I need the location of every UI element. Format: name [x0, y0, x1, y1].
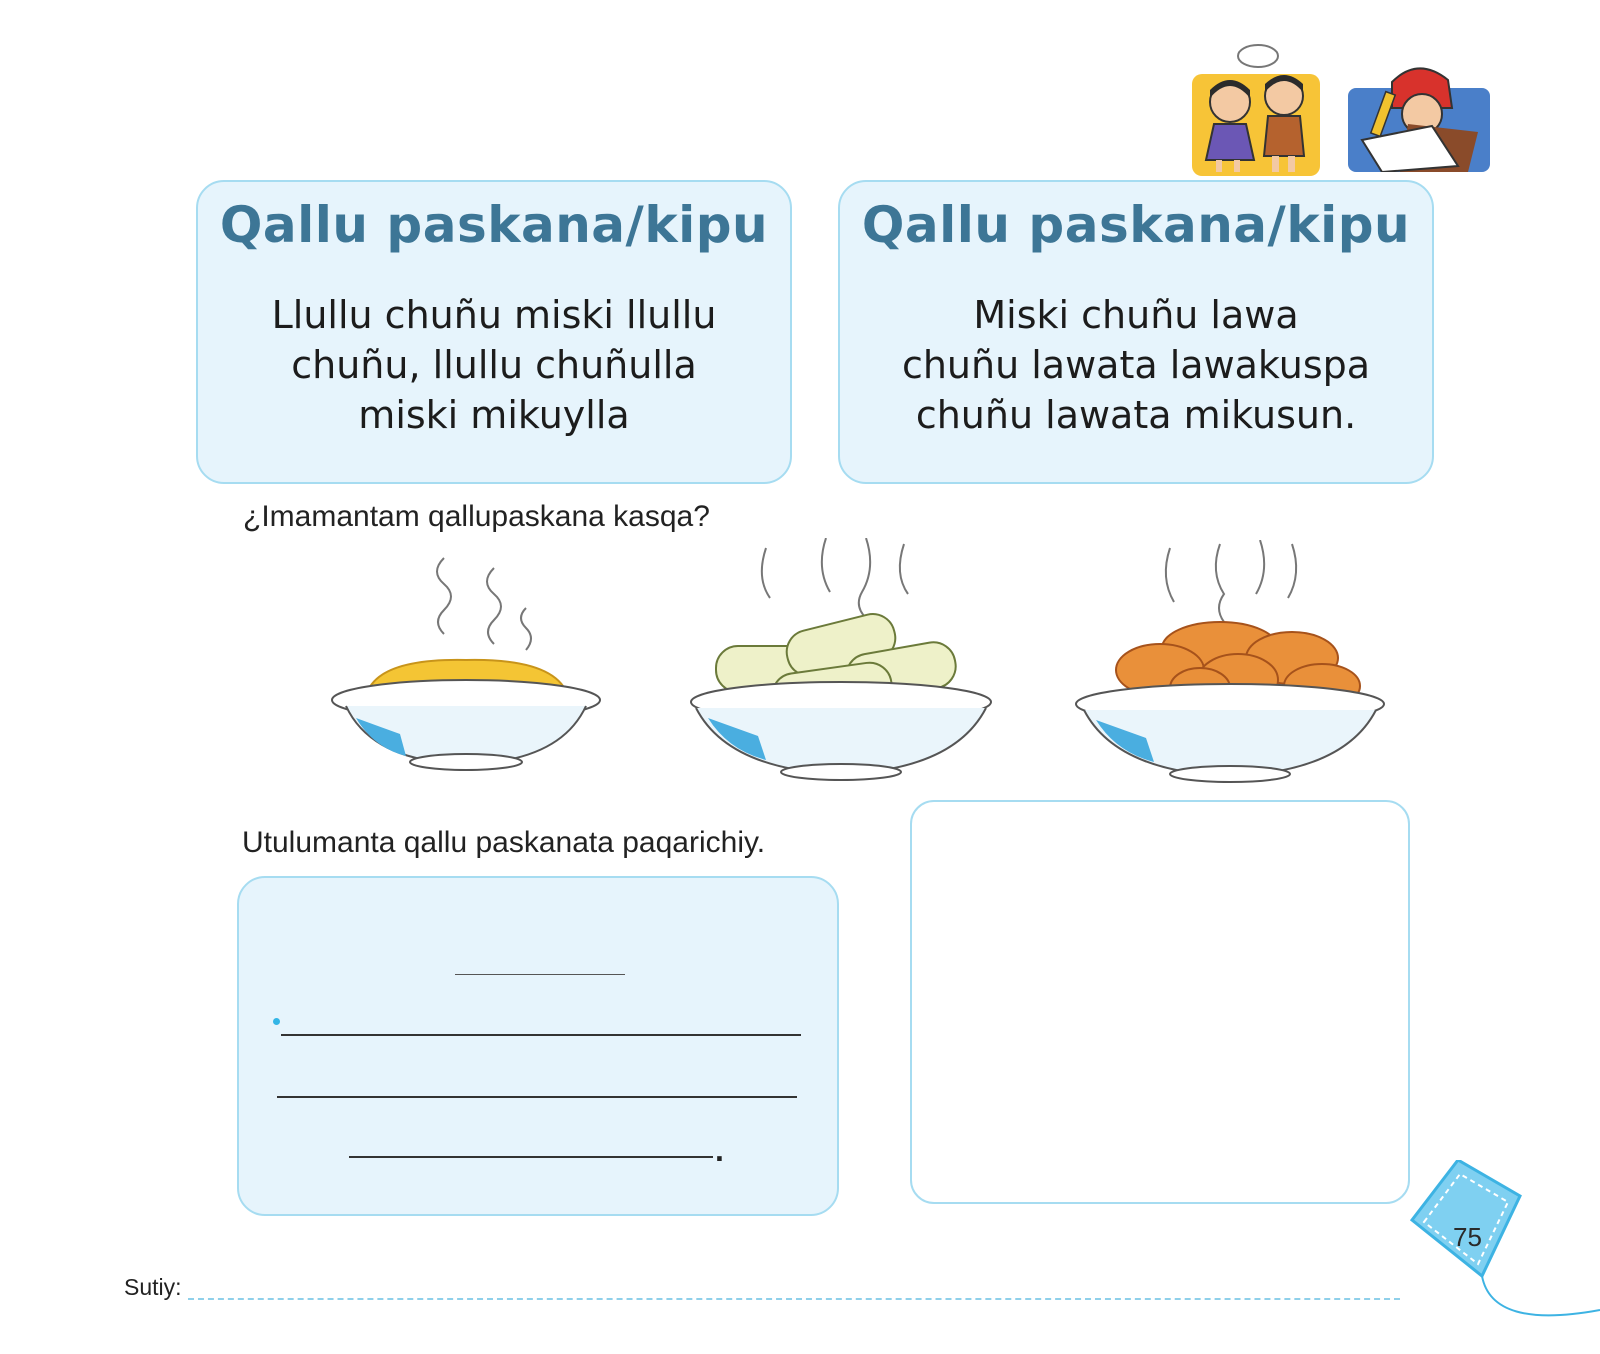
riddle-line: Miski chuñu lawa — [973, 293, 1299, 337]
page-number: 75 — [1453, 1222, 1482, 1252]
riddle-line: chuñu, llullu chuñulla — [291, 343, 697, 387]
write-line[interactable] — [281, 1034, 801, 1036]
bowl-corn-cobs-image — [676, 538, 1006, 800]
title-write-line[interactable] — [455, 974, 625, 975]
riddle-card — [196, 180, 792, 484]
children-talking-icon — [1192, 44, 1320, 176]
bowl-mashed-food-image — [316, 548, 616, 798]
write-line[interactable] — [277, 1096, 797, 1098]
riddle-title: Qallu paskana/kipu — [219, 196, 769, 254]
riddle-line: Llullu chuñu miski llullu — [271, 293, 717, 337]
end-period: . — [715, 1132, 724, 1168]
child-writing-icon — [1348, 62, 1490, 172]
question-prompt: ¿Imamantam qallupaskana kasqa? — [243, 500, 710, 533]
drawing-box[interactable] — [910, 800, 1410, 1204]
kite-icon — [1400, 1160, 1600, 1354]
writing-prompt: Utulumanta qallu paskanata paqarichiy. — [242, 826, 766, 859]
riddle-line: chuñu lawata mikusun. — [915, 393, 1357, 437]
bullet-dot — [273, 1018, 280, 1025]
riddle-text — [198, 290, 790, 440]
riddle-card — [838, 180, 1434, 484]
riddle-line: chuñu lawata lawakuspa — [901, 343, 1371, 387]
riddle-line: miski mikuylla — [358, 393, 630, 437]
name-write-line[interactable] — [188, 1298, 1400, 1300]
writing-card — [237, 876, 839, 1216]
bowl-potatoes-image — [1060, 540, 1400, 800]
name-label: Sutiy: — [124, 1274, 182, 1300]
riddle-title: Qallu paskana/kipu — [861, 196, 1411, 254]
write-line[interactable] — [349, 1156, 713, 1158]
riddle-text — [840, 290, 1432, 440]
